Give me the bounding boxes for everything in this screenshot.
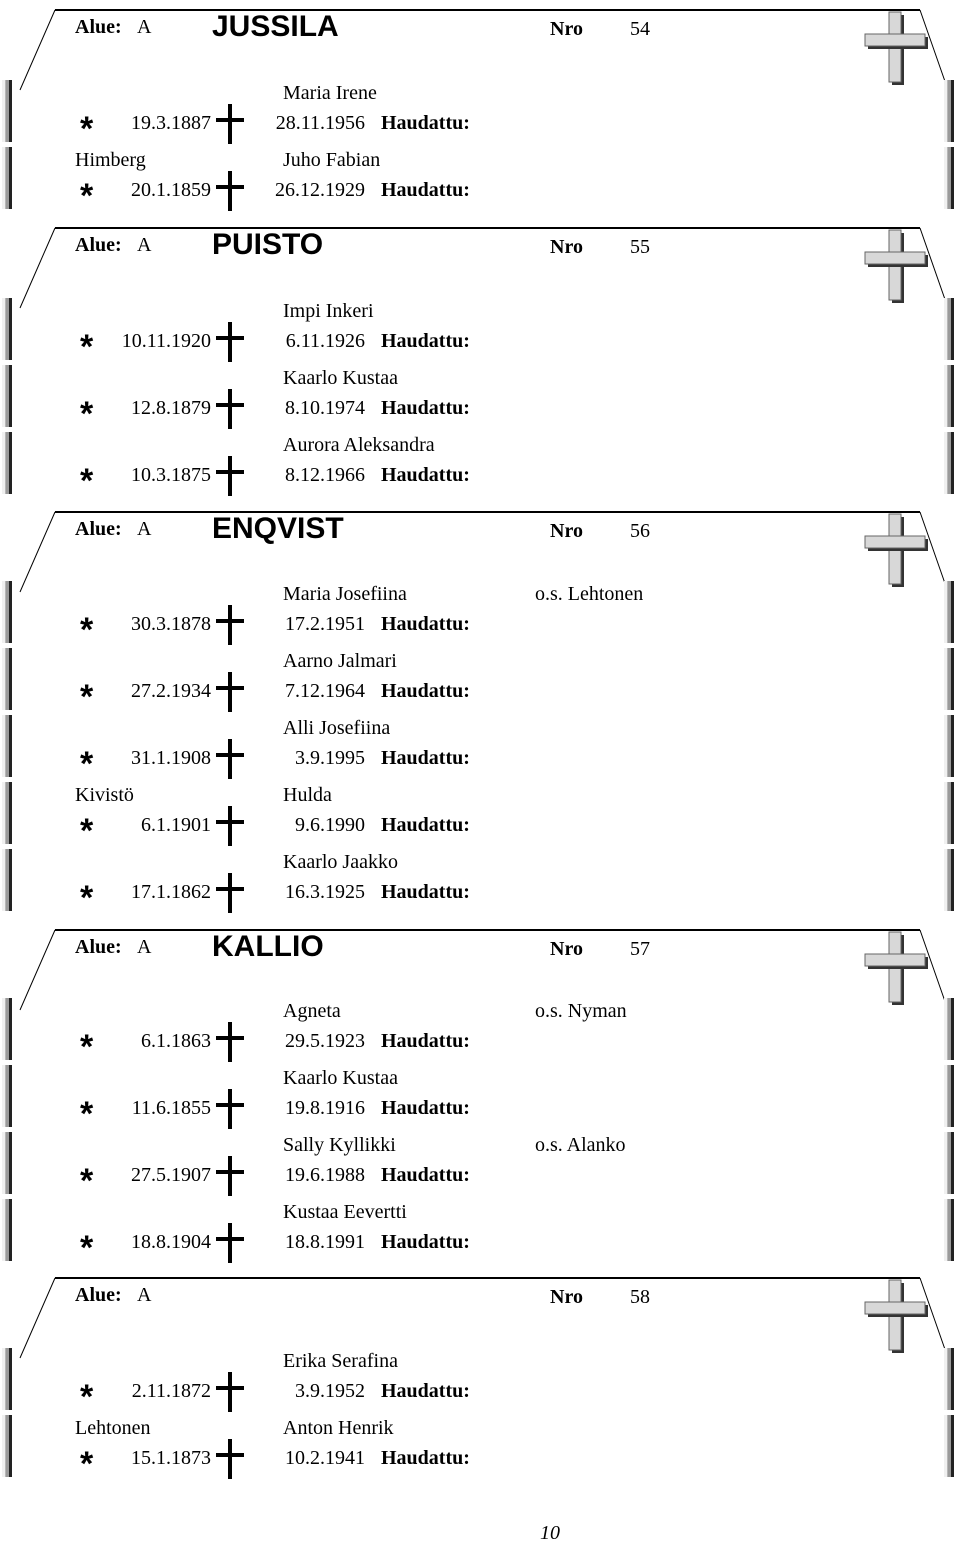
right-grave-bar bbox=[944, 581, 954, 643]
death-date: 8.10.1974 bbox=[285, 397, 365, 419]
asterisk-icon: * bbox=[80, 462, 94, 500]
left-diagonal bbox=[20, 930, 55, 1010]
death-date: 10.2.1941 bbox=[285, 1447, 365, 1469]
birth-date: 31.1.1908 bbox=[131, 747, 211, 769]
maiden-note: o.s. Lehtonen bbox=[535, 583, 644, 605]
death-date: 9.6.1990 bbox=[295, 814, 365, 836]
nro-label: Nro bbox=[550, 520, 583, 542]
asterisk-icon: * bbox=[80, 745, 94, 783]
right-grave-bar bbox=[944, 365, 954, 427]
first-names: Aurora Aleksandra bbox=[283, 434, 435, 456]
right-diagonal bbox=[920, 1278, 948, 1358]
asterisk-icon: * bbox=[80, 611, 94, 649]
birth-date: 12.8.1879 bbox=[131, 397, 211, 419]
first-names: Aarno Jalmari bbox=[283, 650, 397, 672]
right-grave-bar bbox=[944, 80, 954, 142]
latin-cross-icon bbox=[865, 12, 928, 85]
asterisk-icon: * bbox=[80, 1378, 94, 1416]
left-diagonal bbox=[20, 10, 55, 90]
first-names: Agneta bbox=[283, 1000, 341, 1022]
nro-value: 57 bbox=[630, 938, 650, 960]
first-names: Alli Josefiina bbox=[283, 717, 391, 739]
birth-date: 10.3.1875 bbox=[131, 464, 211, 486]
right-grave-bar bbox=[944, 1348, 954, 1410]
haudattu-label: Haudattu: bbox=[381, 397, 470, 419]
first-names: Sally Kyllikki bbox=[283, 1134, 396, 1156]
first-names: Erika Serafina bbox=[283, 1350, 398, 1372]
alue-value: A bbox=[137, 936, 152, 958]
maiden-note: o.s. Nyman bbox=[535, 1000, 627, 1022]
alue-label: Alue: bbox=[75, 16, 122, 38]
maiden-name: Kivistö bbox=[75, 784, 134, 806]
haudattu-label: Haudattu: bbox=[381, 881, 470, 903]
nro-label: Nro bbox=[550, 18, 583, 40]
right-grave-bar bbox=[944, 1132, 954, 1194]
death-date: 7.12.1964 bbox=[285, 680, 365, 702]
family-name: PUISTO bbox=[212, 228, 324, 261]
nro-value: 56 bbox=[630, 520, 650, 542]
right-diagonal bbox=[920, 930, 948, 1010]
first-names: Hulda bbox=[283, 784, 332, 806]
asterisk-icon: * bbox=[80, 1162, 94, 1200]
haudattu-label: Haudattu: bbox=[381, 1231, 470, 1253]
left-diagonal bbox=[20, 228, 55, 308]
right-grave-bar bbox=[944, 849, 954, 911]
first-names: Juho Fabian bbox=[283, 149, 381, 171]
left-diagonal bbox=[20, 512, 55, 592]
alue-label: Alue: bbox=[75, 936, 122, 958]
alue-value: A bbox=[137, 1284, 152, 1306]
death-date: 3.9.1952 bbox=[295, 1380, 365, 1402]
alue-value: A bbox=[137, 16, 152, 38]
first-names: Kaarlo Kustaa bbox=[283, 367, 398, 389]
latin-cross-icon bbox=[865, 514, 928, 587]
asterisk-icon: * bbox=[80, 177, 94, 215]
first-names: Kaarlo Jaakko bbox=[283, 851, 398, 873]
haudattu-label: Haudattu: bbox=[381, 1447, 470, 1469]
birth-date: 2.11.1872 bbox=[131, 1380, 211, 1402]
birth-date: 19.3.1887 bbox=[131, 112, 211, 134]
alue-label: Alue: bbox=[75, 518, 122, 540]
haudattu-label: Haudattu: bbox=[381, 330, 470, 352]
birth-date: 17.1.1862 bbox=[131, 881, 211, 903]
death-date: 6.11.1926 bbox=[285, 330, 365, 352]
birth-date: 30.3.1878 bbox=[131, 613, 211, 635]
right-diagonal bbox=[920, 512, 948, 592]
birth-date: 27.2.1934 bbox=[131, 680, 211, 702]
birth-date: 6.1.1901 bbox=[141, 814, 211, 836]
alue-value: A bbox=[137, 234, 152, 256]
asterisk-icon: * bbox=[80, 328, 94, 366]
nro-value: 58 bbox=[630, 1286, 650, 1308]
latin-cross-icon bbox=[865, 230, 928, 303]
asterisk-icon: * bbox=[80, 1095, 94, 1133]
birth-date: 27.5.1907 bbox=[131, 1164, 211, 1186]
right-grave-bar bbox=[944, 147, 954, 209]
right-grave-bar bbox=[944, 648, 954, 710]
death-date: 17.2.1951 bbox=[285, 613, 365, 635]
haudattu-label: Haudattu: bbox=[381, 1030, 470, 1052]
right-grave-bar bbox=[944, 1415, 954, 1477]
haudattu-label: Haudattu: bbox=[381, 1164, 470, 1186]
asterisk-icon: * bbox=[80, 1445, 94, 1483]
first-names: Maria Irene bbox=[283, 82, 377, 104]
alue-label: Alue: bbox=[75, 234, 122, 256]
asterisk-icon: * bbox=[80, 812, 94, 850]
birth-date: 20.1.1859 bbox=[131, 179, 211, 201]
right-grave-bar bbox=[944, 1199, 954, 1261]
birth-date: 15.1.1873 bbox=[131, 1447, 211, 1469]
maiden-name: Himberg bbox=[75, 149, 146, 171]
death-date: 19.8.1916 bbox=[285, 1097, 365, 1119]
first-names: Maria Josefiina bbox=[283, 583, 407, 605]
death-date: 16.3.1925 bbox=[285, 881, 365, 903]
nro-label: Nro bbox=[550, 938, 583, 960]
first-names: Anton Henrik bbox=[283, 1417, 394, 1439]
death-date: 18.8.1991 bbox=[285, 1231, 365, 1253]
death-date: 8.12.1966 bbox=[285, 464, 365, 486]
haudattu-label: Haudattu: bbox=[381, 1380, 470, 1402]
birth-date: 11.6.1855 bbox=[131, 1097, 211, 1119]
maiden-name: Lehtonen bbox=[75, 1417, 151, 1439]
haudattu-label: Haudattu: bbox=[381, 179, 470, 201]
asterisk-icon: * bbox=[80, 395, 94, 433]
asterisk-icon: * bbox=[80, 110, 94, 148]
nro-label: Nro bbox=[550, 236, 583, 258]
death-date: 26.12.1929 bbox=[275, 179, 365, 201]
right-grave-bar bbox=[944, 998, 954, 1060]
alue-label: Alue: bbox=[75, 1284, 122, 1306]
latin-cross-icon bbox=[865, 1280, 928, 1353]
family-name: KALLIO bbox=[212, 930, 324, 963]
first-names: Kaarlo Kustaa bbox=[283, 1067, 398, 1089]
death-date: 29.5.1923 bbox=[285, 1030, 365, 1052]
right-grave-bar bbox=[944, 1065, 954, 1127]
nro-label: Nro bbox=[550, 1286, 583, 1308]
family-name: JUSSILA bbox=[212, 10, 339, 43]
haudattu-label: Haudattu: bbox=[381, 747, 470, 769]
haudattu-label: Haudattu: bbox=[381, 613, 470, 635]
asterisk-icon: * bbox=[80, 879, 94, 917]
birth-date: 6.1.1863 bbox=[141, 1030, 211, 1052]
alue-value: A bbox=[137, 518, 152, 540]
nro-value: 55 bbox=[630, 236, 650, 258]
death-date: 28.11.1956 bbox=[275, 112, 365, 134]
right-grave-bar bbox=[944, 782, 954, 844]
first-names: Impi Inkeri bbox=[283, 300, 374, 322]
first-names: Kustaa Eevertti bbox=[283, 1201, 407, 1223]
asterisk-icon: * bbox=[80, 1028, 94, 1066]
haudattu-label: Haudattu: bbox=[381, 680, 470, 702]
right-grave-bar bbox=[944, 432, 954, 494]
right-diagonal bbox=[920, 228, 948, 308]
birth-date: 10.11.1920 bbox=[121, 330, 211, 352]
right-grave-bar bbox=[944, 715, 954, 777]
right-grave-bar bbox=[944, 298, 954, 360]
death-date: 3.9.1995 bbox=[295, 747, 365, 769]
haudattu-label: Haudattu: bbox=[381, 814, 470, 836]
death-date: 19.6.1988 bbox=[285, 1164, 365, 1186]
left-diagonal bbox=[20, 1278, 55, 1358]
maiden-note: o.s. Alanko bbox=[535, 1134, 626, 1156]
haudattu-label: Haudattu: bbox=[381, 112, 470, 134]
family-name: ENQVIST bbox=[212, 512, 344, 545]
right-diagonal bbox=[920, 10, 948, 90]
latin-cross-icon bbox=[865, 932, 928, 1005]
birth-date: 18.8.1904 bbox=[131, 1231, 211, 1253]
haudattu-label: Haudattu: bbox=[381, 464, 470, 486]
nro-value: 54 bbox=[630, 18, 650, 40]
asterisk-icon: * bbox=[80, 1229, 94, 1267]
page-number: 10 bbox=[540, 1522, 560, 1544]
haudattu-label: Haudattu: bbox=[381, 1097, 470, 1119]
asterisk-icon: * bbox=[80, 678, 94, 716]
